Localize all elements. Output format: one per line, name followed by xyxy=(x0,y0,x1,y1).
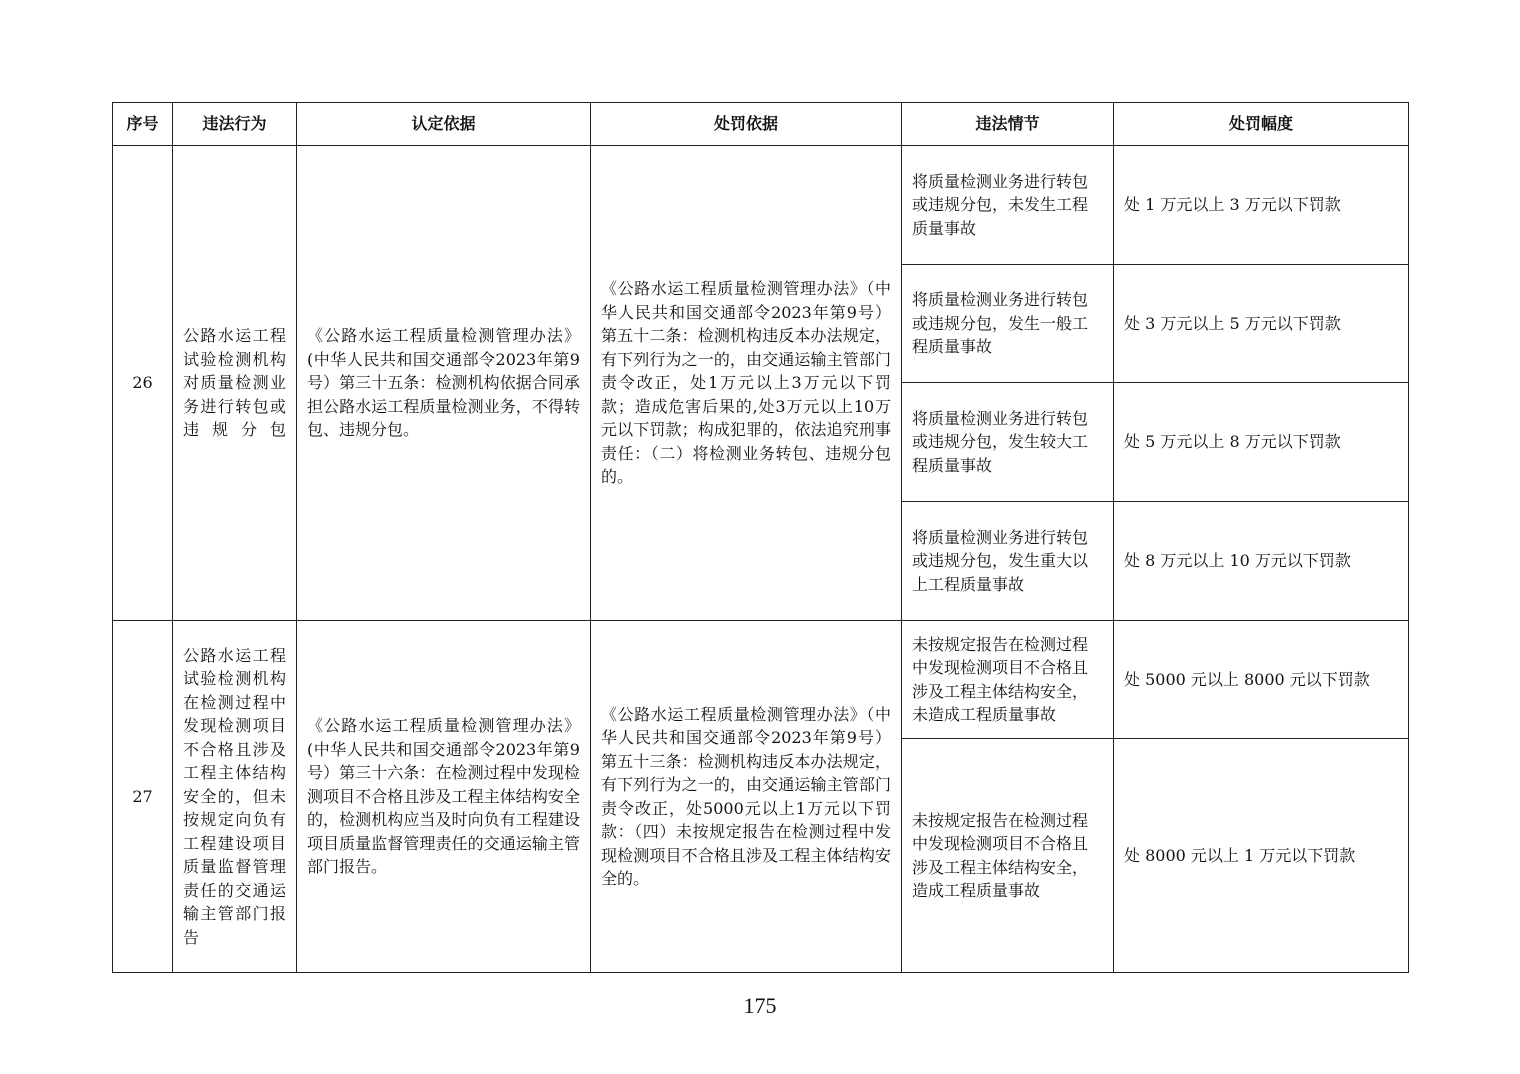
header-row xyxy=(113,103,1409,146)
penalty-basis-cell: 《公路水运工程质量检测管理办法》（中华人民共和国交通部令2023年第9号）第五十二条：检测机构违反本办法规定，有下列行为之一的，由交通运输主管部门责令改正，处1万元以上3万元以下罚款；造成危害后果的,处3万元以上10万元以下罚款；构成犯罪的，依法追究刑事责任：（二）将检测业务转包、违规分包的。 xyxy=(591,146,902,621)
behavior-cell: 公路水运工程试验检测机构对质量检测业务进行转包或违规分包 xyxy=(173,146,297,621)
basis-cell: 《公路水运工程质量检测管理办法》(中华人民共和国交通部令2023年第9号）第三十六条：在检测过程中发现检测项目不合格且涉及工程主体结构安全的，检测机构应当及时向负有工程建设项目质量监督管理责任的交通运输主管部门报告。 xyxy=(297,621,591,973)
table-row xyxy=(113,146,1409,265)
plot-cell: 未按规定报告在检测过程中发现检测项目不合格且涉及工程主体结构安全，未造成工程质量事故 xyxy=(902,621,1114,739)
range-cell: 处 5000 元以上 8000 元以下罚款 xyxy=(1114,621,1409,739)
range-cell: 处 1 万元以上 3 万元以下罚款 xyxy=(1114,146,1409,265)
header-penalty-basis: 处罚依据 xyxy=(591,103,902,146)
header-seq: 序号 xyxy=(113,103,173,146)
basis-cell: 《公路水运工程质量检测管理办法》(中华人民共和国交通部令2023年第9号）第三十五条：检测机构依据合同承担公路水运工程质量检测业务，不得转包、违规分包。 xyxy=(297,146,591,621)
plot-cell: 将质量检测业务进行转包或违规分包，发生重大以上工程质量事故 xyxy=(902,502,1114,621)
range-cell: 处 8000 元以上 1 万元以下罚款 xyxy=(1114,739,1409,973)
seq-cell: 27 xyxy=(113,621,173,973)
seq-cell: 26 xyxy=(113,146,173,621)
plot-cell: 将质量检测业务进行转包或违规分包，发生较大工程质量事故 xyxy=(902,383,1114,502)
behavior-cell: 公路水运工程试验检测机构在检测过程中发现检测项目不合格且涉及工程主体结构安全的，但未按规定向负有工程建设项目质量监督管理责任的交通运输主管部门报告 xyxy=(173,621,297,973)
plot-cell: 将质量检测业务进行转包或违规分包，发生一般工程质量事故 xyxy=(902,265,1114,383)
page-number: 175 xyxy=(743,993,777,1018)
range-cell: 处 8 万元以上 10 万元以下罚款 xyxy=(1114,502,1409,621)
header-behavior: 违法行为 xyxy=(173,103,297,146)
header-basis: 认定依据 xyxy=(297,103,591,146)
table-row xyxy=(113,621,1409,739)
penalty-table xyxy=(112,102,1409,973)
range-cell: 处 3 万元以上 5 万元以下罚款 xyxy=(1114,265,1409,383)
penalty-basis-cell: 《公路水运工程质量检测管理办法》（中华人民共和国交通部令2023年第9号）第五十三条：检测机构违反本办法规定，有下列行为之一的，由交通运输主管部门责令改正，处5000元以上1万元以下罚款：（四）未按规定报告在检测过程中发现检测项目不合格且涉及工程主体结构安全的。 xyxy=(591,621,902,973)
range-cell: 处 5 万元以上 8 万元以下罚款 xyxy=(1114,383,1409,502)
plot-cell: 未按规定报告在检测过程中发现检测项目不合格且涉及工程主体结构安全，造成工程质量事故 xyxy=(902,739,1114,973)
header-range: 处罚幅度 xyxy=(1114,103,1409,146)
header-plot: 违法情节 xyxy=(902,103,1114,146)
plot-cell: 将质量检测业务进行转包或违规分包，未发生工程质量事故 xyxy=(902,146,1114,265)
